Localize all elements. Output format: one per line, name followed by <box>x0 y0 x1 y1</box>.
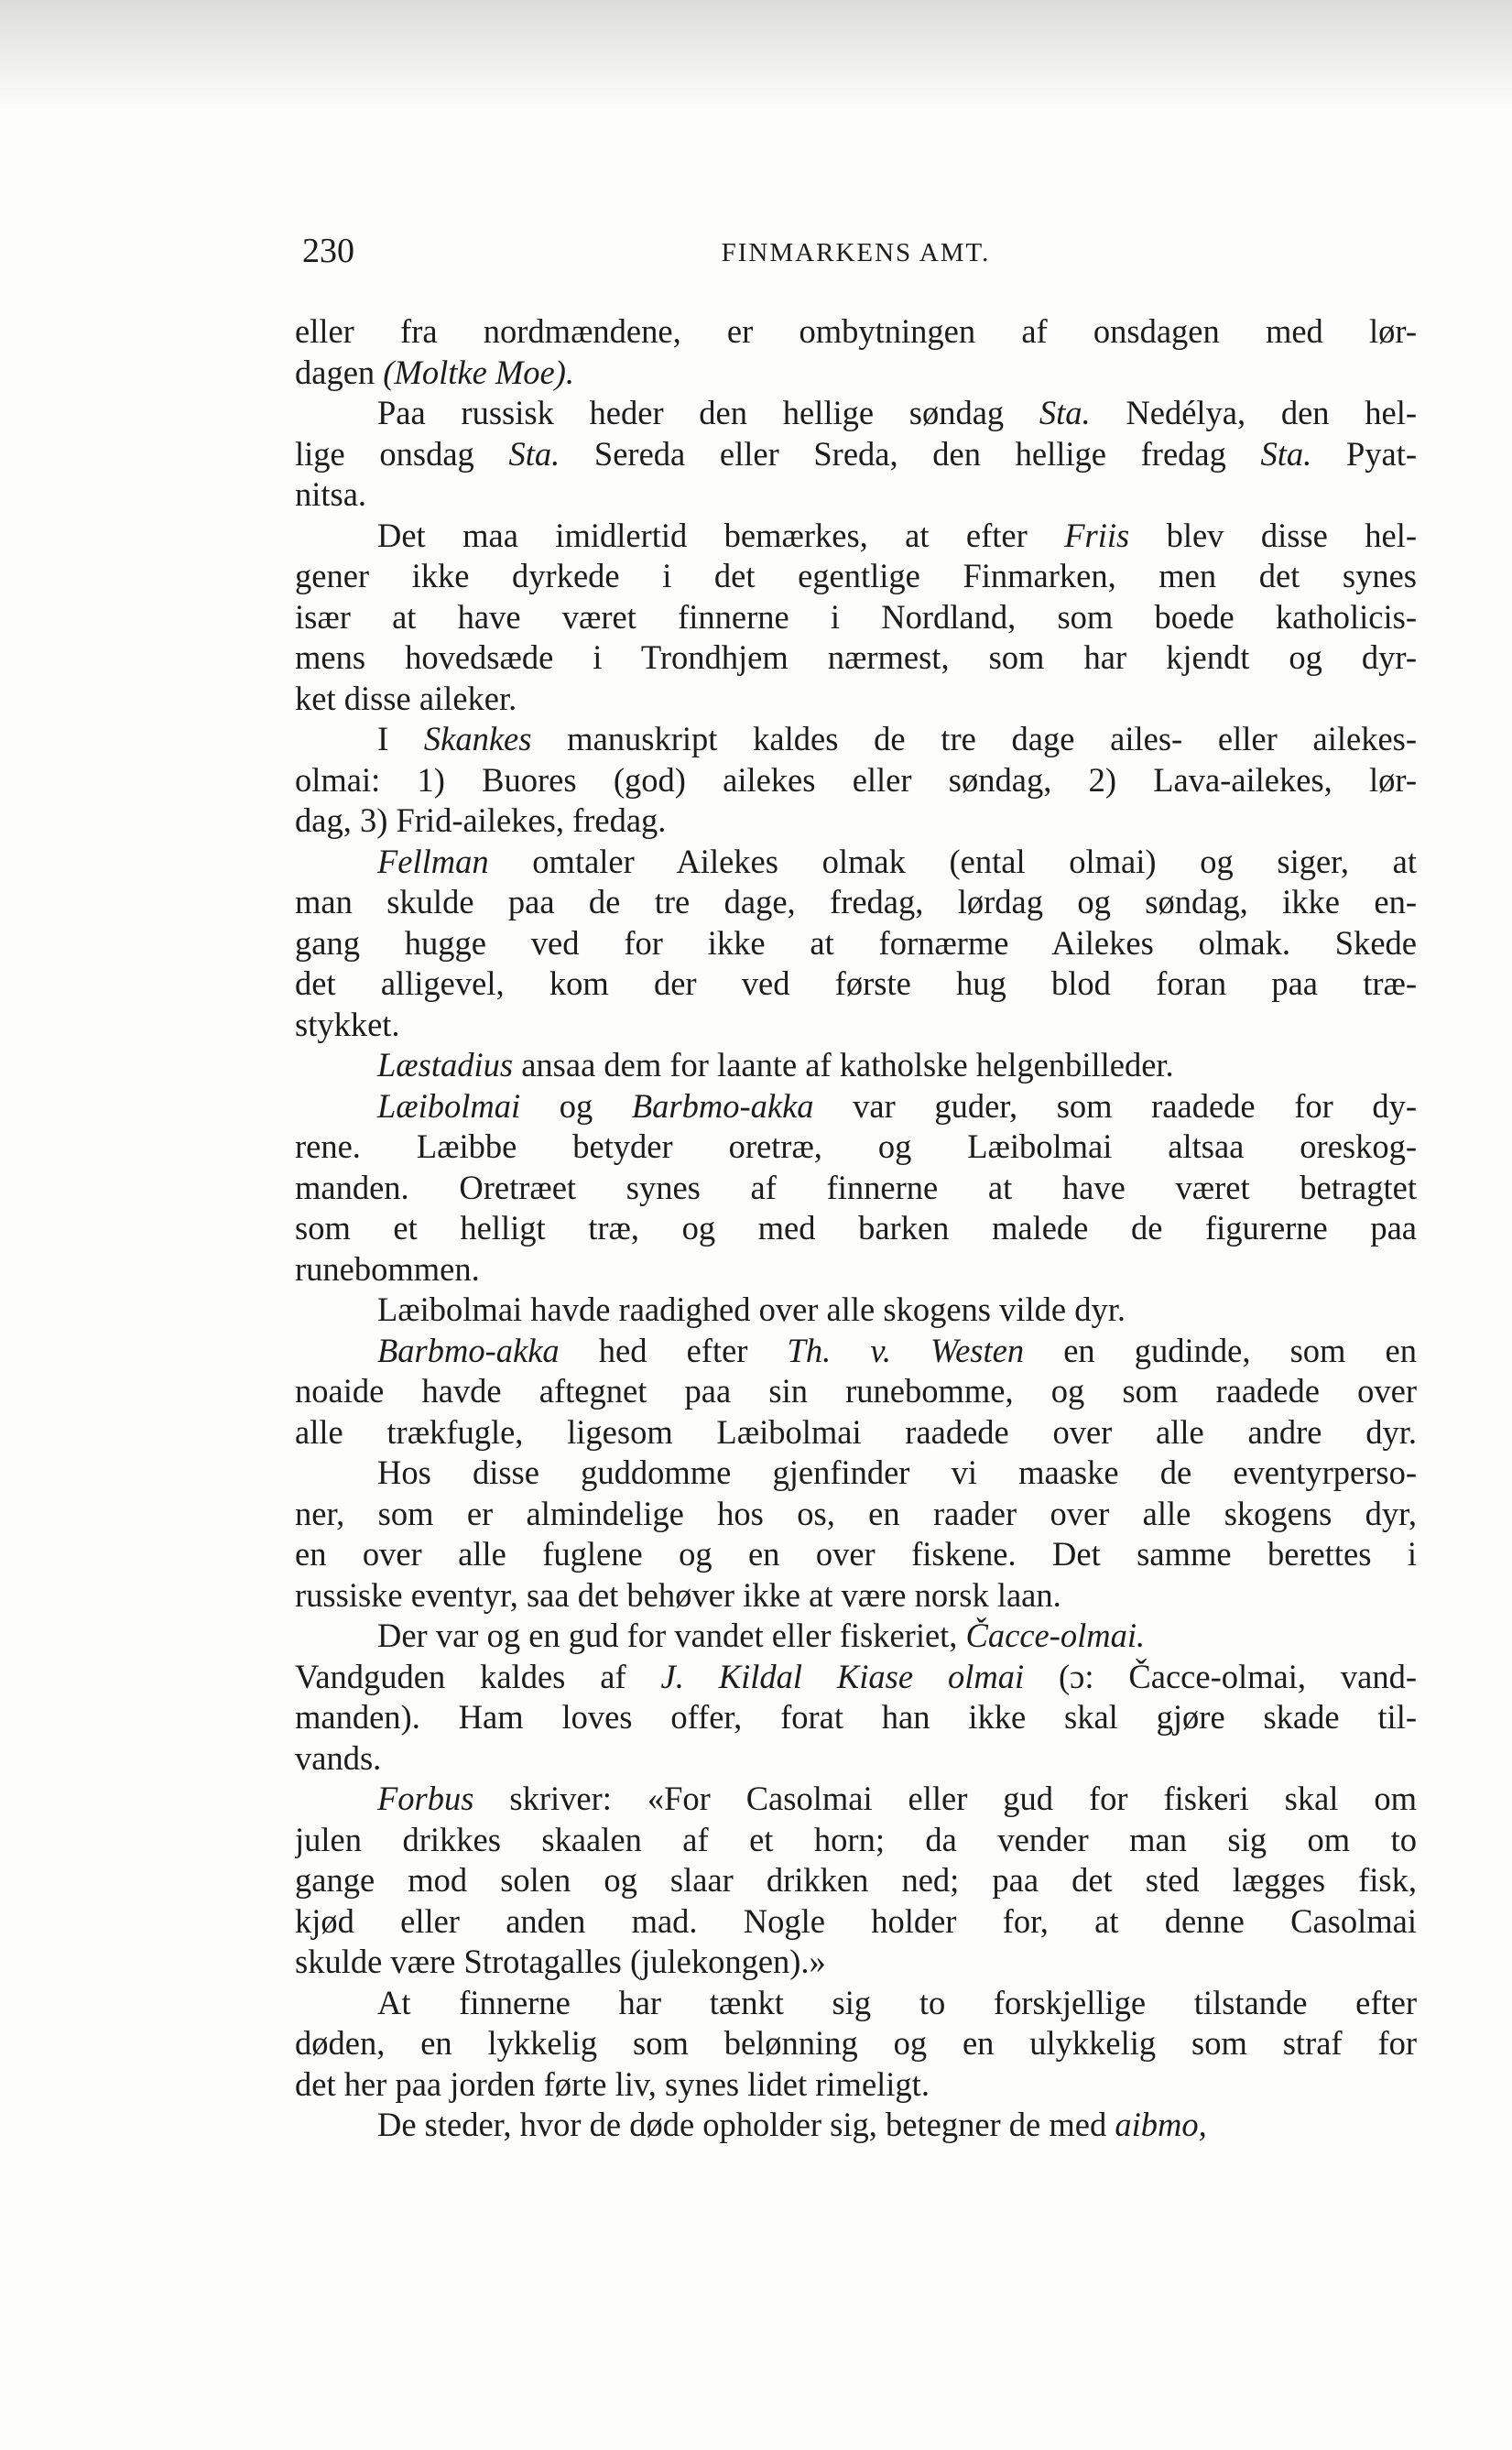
text-line <box>295 760 1417 801</box>
text-run: mens hovedsæde i Trondhjem nærmest, som har kjendt og dyr- <box>295 638 1417 676</box>
text-run: runebommen. <box>295 1249 480 1288</box>
text-line <box>295 1901 1417 1943</box>
text-run: rene. Læibbe betyder oretræ, og Læibolmai altsaa oreskog- <box>295 1127 1417 1165</box>
text-line <box>295 1657 1417 1698</box>
text-line <box>295 1045 1417 1086</box>
text-run: Vandguden kaldes af <box>295 1657 661 1695</box>
text-line <box>295 637 1417 679</box>
text-run: blev disse hel- <box>1129 516 1417 554</box>
italic-term: Sta. <box>1260 434 1312 473</box>
italic-term: Barbmo-akka <box>631 1086 814 1125</box>
italic-term: Th. v. Westen <box>787 1331 1025 1369</box>
text-line <box>295 353 1417 394</box>
text-line <box>295 2064 1417 2106</box>
running-title: FINMARKENS AMT. <box>721 238 991 267</box>
text-run: dagen <box>295 353 384 391</box>
text-line <box>295 1820 1417 1861</box>
text-line <box>295 434 1417 475</box>
italic-term: J. Kildal Kiase olmai <box>660 1657 1025 1695</box>
text-line <box>295 964 1417 1005</box>
italic-term: Barbmo-akka <box>377 1331 560 1369</box>
text-run: De steder, hvor de døde opholder sig, betegner de med <box>377 2106 1115 2143</box>
text-run: russiske eventyr, saa det behøver ikke at være norsk laan. <box>295 1575 1061 1614</box>
text-run: vands. <box>295 1738 382 1777</box>
text-run: I <box>377 720 424 757</box>
page-header <box>295 231 1417 277</box>
text-run: Paa russisk heder den hellige søndag <box>377 394 1039 431</box>
italic-term: (Moltke Moe). <box>383 353 575 391</box>
text-line <box>295 679 1417 720</box>
text-line <box>295 1412 1417 1454</box>
text-run: julen drikkes skaalen af et horn; da vender man sig om to <box>295 1820 1417 1858</box>
text-line <box>295 1371 1417 1412</box>
text-line <box>295 474 1417 516</box>
text-line <box>295 1249 1417 1290</box>
text-line <box>295 1983 1417 2024</box>
text-line <box>295 311 1417 353</box>
text-run: At finnerne har tænkt sig to forskjellige tilstande efter <box>377 1983 1417 2021</box>
text-run: skriver: «For Casolmai eller gud for fiskeri skal om <box>473 1780 1417 1817</box>
text-run: Hos disse guddomme gjenfinder vi maaske de eventyrperso- <box>377 1454 1417 1491</box>
text-line <box>295 842 1417 883</box>
text-run: eller fra nordmændene, er ombytningen af onsdagen med lør- <box>295 312 1417 350</box>
text-run: en over alle fuglene og en over fiskene. Det samme berettes i <box>295 1535 1417 1573</box>
text-run: alle trækfugle, ligesom Læibolmai raadede over alle andre dyr. <box>295 1412 1417 1451</box>
text-run: Pyat- <box>1311 434 1417 473</box>
text-line <box>295 1168 1417 1209</box>
text-run: en gudinde, som en <box>1024 1331 1417 1369</box>
text-run: man skulde paa de tre dage, fredag, lørdag og søndag, ikke en- <box>295 883 1417 920</box>
text-line <box>295 597 1417 638</box>
text-run: dag, 3) Frid-ailekes, fredag. <box>295 801 667 839</box>
text-run: stykket. <box>295 1005 400 1043</box>
text-run: ket disse aileker. <box>295 679 517 717</box>
text-line <box>295 1331 1417 1372</box>
italic-term: Sta. <box>508 434 560 473</box>
body-text <box>295 311 1417 2146</box>
text-run: kjød eller anden mad. Nogle holder for, at denne Casolmai <box>295 1901 1417 1940</box>
text-run: ansaa dem for laante af katholske helgenbilleder. <box>513 1046 1174 1083</box>
text-line <box>295 1494 1417 1535</box>
italic-term: Læstadius <box>377 1046 514 1083</box>
italic-term: Forbus <box>377 1780 474 1817</box>
text-run: (ɔ: Čacce-olmai, vand- <box>1024 1657 1417 1695</box>
text-line <box>295 1290 1417 1331</box>
italic-term: Sta. <box>1039 394 1091 431</box>
text-line <box>295 1860 1417 1901</box>
text-run: døden, en lykkelig som belønning og en ulykkelig som straf for <box>295 2024 1417 2062</box>
text-line <box>295 1616 1417 1657</box>
text-run: ner, som er almindelige hos os, en raader over alle skogens dyr, <box>295 1494 1417 1532</box>
italic-term: Læibolmai <box>377 1086 521 1125</box>
text-line <box>295 2023 1417 2064</box>
italic-term: aibmo, <box>1115 2106 1207 2143</box>
italic-term: Čacce-olmai. <box>965 1617 1146 1654</box>
text-line <box>295 1779 1417 1820</box>
text-run: hed efter <box>559 1331 788 1369</box>
text-run: manuskript kaldes de tre dage ailes- eller ailekes- <box>531 720 1417 757</box>
page-number: 230 <box>302 232 354 270</box>
text-line <box>295 2105 1417 2146</box>
text-run: manden. Oretræet synes af finnerne at have været betragtet <box>295 1168 1417 1206</box>
italic-term: Friis <box>1064 516 1130 554</box>
italic-term: Skankes <box>423 720 532 757</box>
text-run: Læibolmai havde raadighed over alle skogens vilde dyr. <box>377 1290 1126 1328</box>
text-run: skulde være Strotagalles (julekongen).» <box>295 1943 826 1980</box>
text-run: Det maa imidlertid bemærkes, at efter <box>377 516 1065 554</box>
text-run: Nedélya, den hel- <box>1090 394 1417 431</box>
text-line <box>295 800 1417 842</box>
text-run: var guder, som raadede for dy- <box>813 1086 1417 1125</box>
text-run: omtaler Ailekes olmak (ental olmai) og siger, at <box>488 842 1417 880</box>
text-run: det her paa jorden førte liv, synes lidet rimeligt. <box>295 2064 930 2103</box>
text-run: lige onsdag <box>295 434 509 473</box>
italic-term: Fellman <box>377 842 489 880</box>
text-run: nitsa. <box>295 475 367 513</box>
text-line <box>295 719 1417 760</box>
text-line <box>295 1086 1417 1127</box>
text-run: noaide havde aftegnet paa sin runebomme, og som raadede over <box>295 1372 1417 1410</box>
text-run: Der var og en gud for vandet eller fiskeriet, <box>377 1617 966 1654</box>
text-line <box>295 923 1417 964</box>
text-run: manden). Ham loves offer, forat han ikke skal gjøre skade til- <box>295 1698 1417 1736</box>
text-run: som et helligt træ, og med barken malede de figurerne paa <box>295 1209 1417 1247</box>
text-line <box>295 393 1417 434</box>
text-run: og <box>520 1086 632 1125</box>
text-line <box>295 1575 1417 1617</box>
text-run: gener ikke dyrkede i det egentlige Finmarken, men det synes <box>295 557 1417 594</box>
text-run: gang hugge ved for ikke at fornærme Ailekes olmak. Skede <box>295 923 1417 962</box>
text-line <box>295 1738 1417 1780</box>
text-run: især at have været finnerne i Nordland, som boede katholicis- <box>295 597 1417 636</box>
text-run: Sereda eller Sreda, den hellige fredag <box>560 434 1261 473</box>
text-line <box>295 882 1417 923</box>
text-line <box>295 1453 1417 1494</box>
text-run: gange mod solen og slaar drikken ned; paa det sted lægges fisk, <box>295 1861 1417 1899</box>
text-line <box>295 1942 1417 1983</box>
text-line <box>295 1208 1417 1249</box>
scan-top-shadow <box>0 0 1512 110</box>
text-line <box>295 556 1417 597</box>
text-line <box>295 1127 1417 1168</box>
text-line <box>295 1005 1417 1046</box>
text-run: det alligevel, kom der ved første hug blod foran paa træ- <box>295 964 1417 1002</box>
text-line <box>295 1534 1417 1575</box>
text-run: olmai: 1) Buores (god) ailekes eller søndag, 2) Lava-ailekes, lør- <box>295 760 1417 799</box>
text-line <box>295 1697 1417 1738</box>
text-line <box>295 516 1417 557</box>
